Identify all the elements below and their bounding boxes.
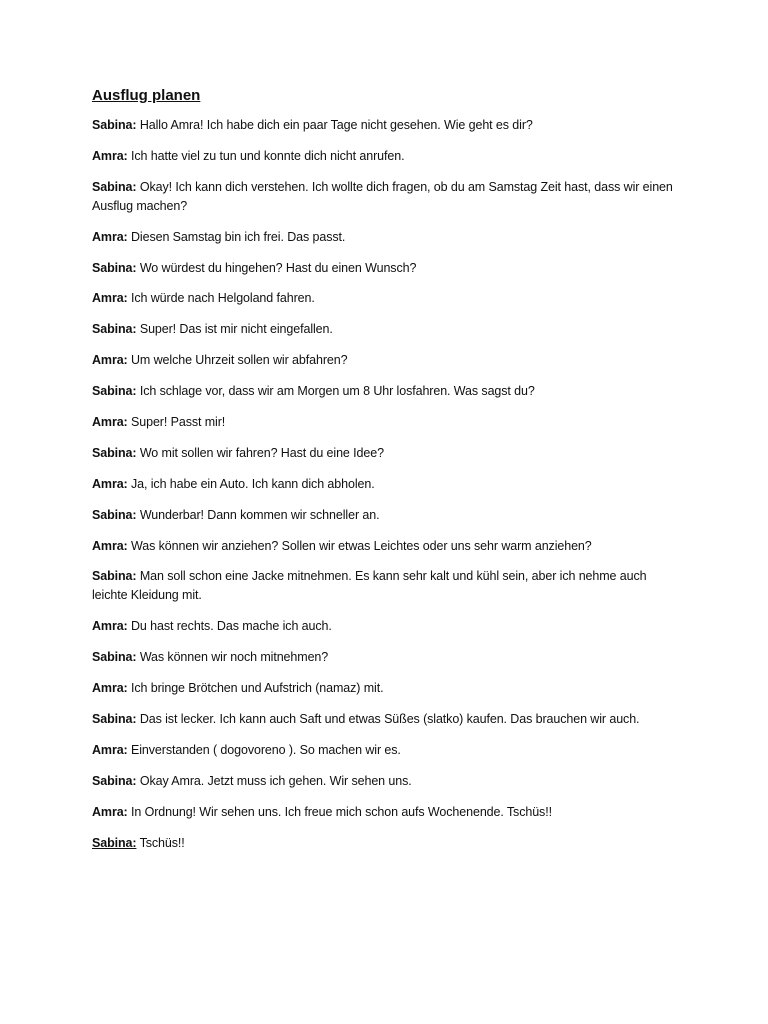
dialogue-text: Super! Das ist mir nicht eingefallen.	[136, 322, 333, 337]
dialogue-text: Wunderbar! Dann kommen wir schneller an.	[136, 507, 380, 522]
speaker-name: Amra:	[92, 742, 128, 757]
dialogue-text: Was können wir noch mitnehmen?	[136, 650, 329, 665]
speaker-name: Amra:	[92, 415, 128, 430]
dialogue-line	[92, 803, 682, 822]
dialogue-text: Diesen Samstag bin ich frei. Das passt.	[127, 229, 346, 244]
document-page	[92, 86, 682, 864]
dialogue-text: Ich schlage vor, dass wir am Morgen um 8 Uhr losfahren. Was sagst du?	[136, 384, 535, 399]
dialogue-text: Ich hatte viel zu tun und konnte dich nicht anrufen.	[127, 148, 405, 163]
dialogue-line	[92, 475, 682, 494]
dialogue-line	[92, 648, 682, 667]
speaker-name: Sabina:	[92, 322, 137, 337]
dialogue-line	[92, 228, 682, 247]
dialogue-text: Wo würdest du hingehen? Hast du einen Wunsch?	[136, 260, 417, 275]
dialogue-text: Einverstanden ( dogovoreno ). So machen wir es.	[127, 742, 401, 757]
speaker-name: Amra:	[92, 538, 128, 553]
dialogue-line	[92, 710, 682, 729]
dialogue-text: Okay! Ich kann dich verstehen. Ich wollte dich fragen, ob du am Samstag Zeit hast, dass wir einen Ausflug machen?	[92, 179, 673, 213]
speaker-name: Sabina:	[92, 712, 137, 727]
dialogue-line	[92, 259, 682, 278]
dialogue-line	[92, 178, 682, 216]
dialogue-line	[92, 320, 682, 339]
dialogue-line	[92, 537, 682, 556]
dialogue-text: Ja, ich habe ein Auto. Ich kann dich abholen.	[127, 476, 375, 491]
speaker-name: Amra:	[92, 353, 128, 368]
speaker-name: Amra:	[92, 476, 128, 491]
speaker-name: Sabina:	[92, 384, 137, 399]
speaker-name: Sabina:	[92, 569, 137, 584]
speaker-name: Sabina:	[92, 773, 137, 788]
speaker-name: Amra:	[92, 229, 128, 244]
dialogue-text: Super! Passt mir!	[127, 415, 226, 430]
dialogue-line	[92, 679, 682, 698]
speaker-name: Amra:	[92, 148, 128, 163]
dialogue-text: Was können wir anziehen? Sollen wir etwas Leichtes oder uns sehr warm anziehen?	[127, 538, 592, 553]
dialogue-text: Tschüs!!	[136, 835, 185, 850]
dialogue-text: Wo mit sollen wir fahren? Hast du eine Idee?	[136, 445, 384, 460]
dialogue-text: Du hast rechts. Das mache ich auch.	[127, 619, 332, 634]
dialogue-text: Hallo Amra! Ich habe dich ein paar Tage nicht gesehen. Wie geht es dir?	[136, 118, 533, 132]
speaker-name: Sabina:	[92, 835, 137, 850]
dialogue-text: Das ist lecker. Ich kann auch Saft und etwas Süßes (slatko) kaufen. Das brauchen wir auch.	[136, 712, 640, 727]
dialogue-text: Ich würde nach Helgoland fahren.	[127, 291, 315, 306]
speaker-name: Sabina:	[92, 650, 137, 665]
speaker-name: Amra:	[92, 804, 128, 819]
speaker-name: Sabina:	[92, 118, 137, 132]
dialogue-line	[92, 382, 682, 401]
dialogue-line	[92, 116, 682, 135]
dialogue-text: Ich bringe Brötchen und Aufstrich (namaz) mit.	[127, 681, 384, 696]
dialogue-text: Man soll schon eine Jacke mitnehmen. Es kann sehr kalt und kühl sein, aber ich nehme auch leichte Kleidung mit.	[92, 569, 647, 603]
dialogue-line	[92, 617, 682, 636]
dialogue-line	[92, 741, 682, 760]
speaker-name: Amra:	[92, 619, 128, 634]
dialogue-line	[92, 413, 682, 432]
document-title: Ausflug planen	[92, 87, 201, 104]
dialogue-text: Okay Amra. Jetzt muss ich gehen. Wir sehen uns.	[136, 773, 412, 788]
speaker-name: Sabina:	[92, 507, 137, 522]
dialogue-line	[92, 834, 682, 853]
dialogue-text: In Ordnung! Wir sehen uns. Ich freue mich schon aufs Wochenende. Tschüs!!	[127, 804, 552, 819]
speaker-name: Sabina:	[92, 260, 137, 275]
dialogue-line	[92, 289, 682, 308]
dialogue-line	[92, 147, 682, 166]
dialogue-line	[92, 567, 682, 605]
speaker-name: Sabina:	[92, 179, 137, 194]
dialogue-line	[92, 506, 682, 525]
dialogue-line	[92, 351, 682, 370]
speaker-name: Amra:	[92, 291, 128, 306]
dialogue-line	[92, 772, 682, 791]
speaker-name: Sabina:	[92, 445, 137, 460]
dialogue-text: Um welche Uhrzeit sollen wir abfahren?	[127, 353, 348, 368]
speaker-name: Amra:	[92, 681, 128, 696]
dialogue-line	[92, 444, 682, 463]
